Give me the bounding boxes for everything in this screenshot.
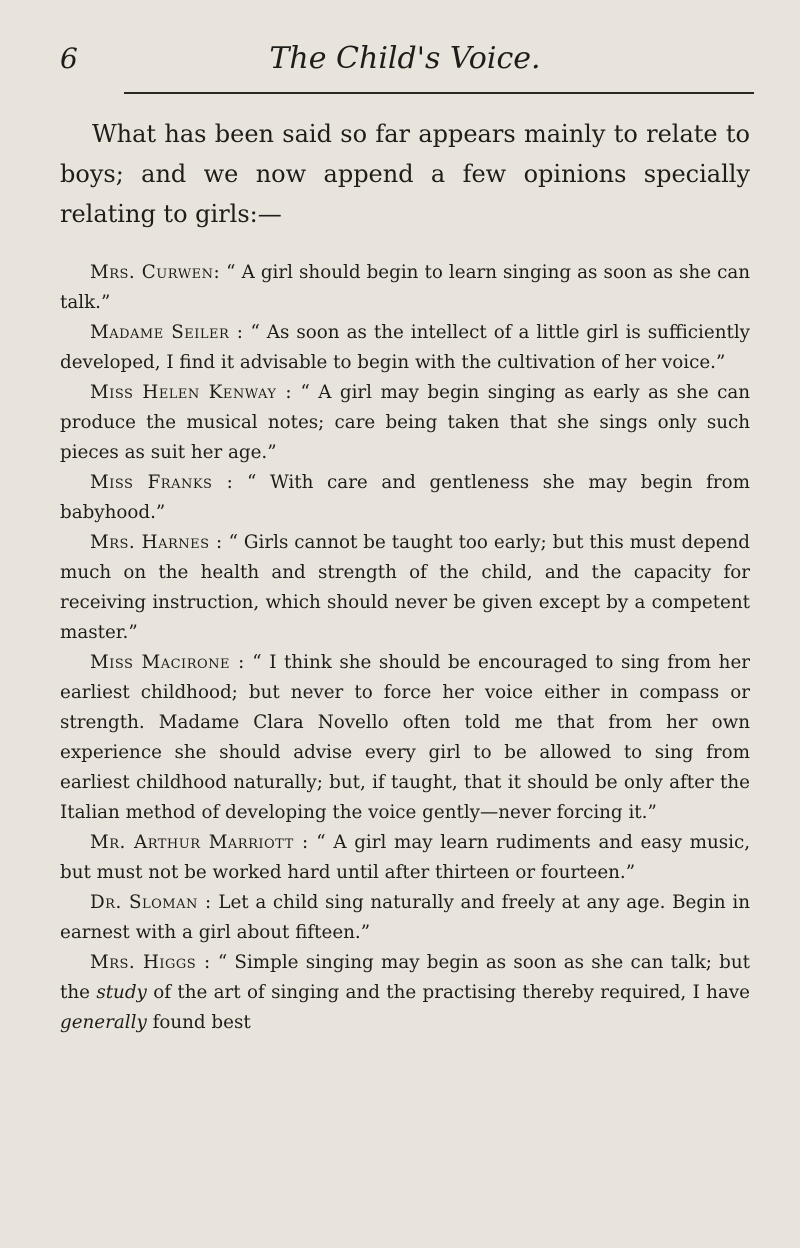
speaker-name: Mr. Arthur Marriott : [90, 832, 309, 853]
opinion-franks [60, 468, 750, 528]
quote-text: Let a child sing naturally and freely at any age. Begin in earnest with a girl about fifteen.” [60, 892, 750, 943]
speaker-name: Miss Franks : [90, 472, 234, 493]
running-title: The Child's Voice. [269, 41, 541, 76]
opinions-list [60, 258, 750, 1038]
quote-text: “ As soon as the intellect of a little girl is sufficiently developed, I find it advisable to begin with the cultivation of her voice.” [60, 322, 750, 373]
opinion-marriott [60, 828, 750, 888]
quote-text: “ A girl should begin to learn singing as soon as she can talk.” [60, 262, 750, 313]
quote-text: “ With care and gentleness she may begin from babyhood.” [60, 472, 750, 523]
opinion-kenway [60, 378, 750, 468]
speaker-name: Dr. Sloman : [90, 892, 212, 913]
opinion-seiler [60, 318, 750, 378]
opinion-sloman [60, 888, 750, 948]
opinion-curwen [60, 258, 750, 318]
header-rule [124, 92, 754, 94]
speaker-name: Mrs. Higgs : [90, 952, 211, 973]
quote-text: “ A girl may learn rudiments and easy music, but must not be worked hard until after thirteen or fourteen.” [60, 832, 751, 883]
running-head [60, 42, 750, 86]
quote-text: found best [146, 1012, 251, 1033]
speaker-name: Madame Seiler : [90, 322, 244, 343]
speaker-name: Mrs. Harnes : [90, 532, 223, 553]
speaker-name: Miss Macirone : [90, 652, 245, 673]
opinion-higgs [60, 948, 750, 1038]
speaker-name: Miss Helen Kenway : [90, 382, 293, 403]
quote-text: “ A girl may begin singing as early as she can produce the musical notes; care being taken that she sings only such pieces as suit her age.” [60, 382, 750, 463]
intro-paragraph: What has been said so far appears mainly to relate to boys; and we now append a few opinions specially relating to girls:— [60, 120, 750, 228]
quote-text: “ Girls cannot be taught too early; but this must depend much on the health and strength of the child, and the capacity for receiving instruction, which should never be given except by a competent master.” [60, 532, 750, 643]
page-number: 6 [60, 42, 78, 75]
speaker-name: Mrs. Curwen: [90, 262, 221, 283]
emphasis-study: study [96, 982, 147, 1003]
quote-text: “ Simple singing may begin as soon as she can talk; but the [60, 952, 750, 1003]
quote-text: “ I think she should be encouraged to sing from her earliest childhood; but never to force her voice either in compass or strength. Madame Clara Novello often told me that from her own experience she should advise every girl to be allowed to sing from earliest childhood naturally; but, if taught, that it should be only after the Italian method of developing the voice gently—never forcing it.” [60, 652, 751, 823]
emphasis-generally: generally [60, 1012, 147, 1033]
opinion-macirone [60, 648, 750, 828]
opinion-harnes [60, 528, 750, 648]
quote-text: of the art of singing and the practising thereby required, I have [146, 982, 750, 1003]
